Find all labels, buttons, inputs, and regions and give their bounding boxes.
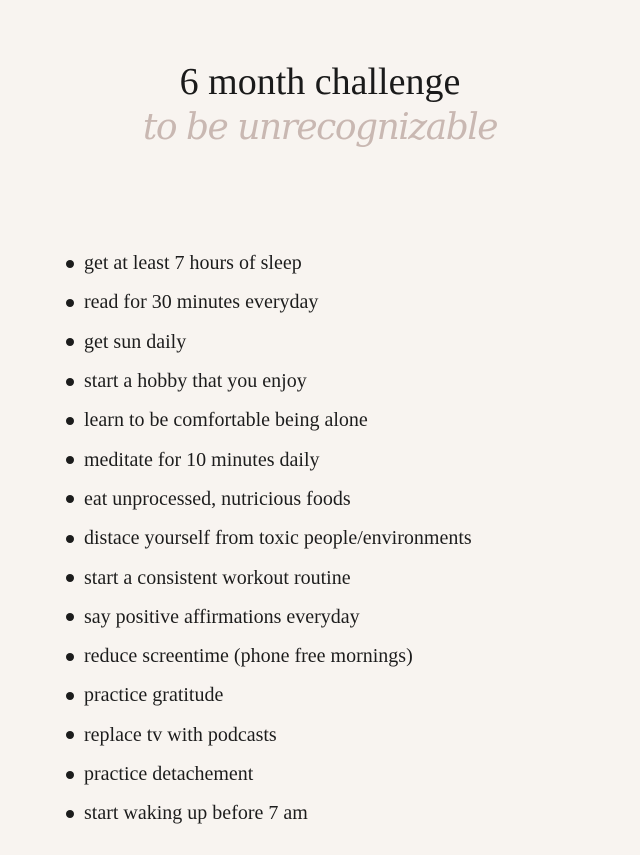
bullet-icon [66, 613, 74, 621]
list-item-text: practice detachement [84, 763, 254, 785]
list-item [66, 558, 472, 597]
list-item-text: replace tv with podcasts [84, 723, 277, 746]
list-item [66, 716, 472, 755]
list-item-text: start a consistent workout routine [84, 566, 351, 589]
challenge-list [66, 244, 472, 833]
bullet-icon [66, 574, 74, 582]
list-item-text: distace yourself from toxic people/environments [84, 527, 472, 550]
list-item [66, 637, 472, 676]
bullet-icon [66, 260, 74, 268]
header [0, 60, 640, 150]
list-item [66, 362, 472, 401]
list-item-text: get sun daily [84, 330, 187, 353]
list-item [66, 283, 472, 322]
list-item [66, 598, 472, 637]
list-item [66, 323, 472, 362]
bullet-icon [66, 456, 74, 464]
page-title: 6 month challenge [179, 61, 461, 103]
list-item-text: practice gratitude [84, 684, 224, 707]
bullet-icon [66, 692, 74, 700]
bullet-icon [66, 378, 74, 386]
list-item [66, 794, 472, 833]
bullet-icon [66, 417, 74, 425]
list-item-text: read for 30 minutes everyday [84, 291, 319, 314]
list-item-text: say positive affirmations everyday [84, 605, 360, 628]
watermark [468, 727, 628, 741]
list-item-text: eat unprocessed, nutricious foods [84, 487, 351, 510]
list-item-text: learn to be comfortable being alone [84, 409, 368, 432]
list-item-text: start waking up before 7 am [84, 802, 308, 825]
page-subtitle: to be unrecognizable [142, 107, 498, 148]
bullet-icon [66, 299, 74, 307]
bullet-icon [66, 810, 74, 818]
bullet-icon [66, 495, 74, 503]
list-item [66, 676, 472, 715]
list-item-text: start a hobby that you enjoy [84, 370, 307, 393]
list-item [66, 519, 472, 558]
list-item-text: meditate for 10 minutes daily [84, 448, 320, 471]
bullet-icon [66, 653, 74, 661]
list-item [66, 401, 472, 440]
bullet-icon [66, 731, 74, 739]
list-item [66, 244, 472, 283]
list-item [66, 440, 472, 479]
bullet-icon [66, 771, 74, 779]
list-item [66, 755, 472, 794]
list-item [66, 480, 472, 519]
list-item-text: get at least 7 hours of sleep [84, 252, 302, 275]
bullet-icon [66, 338, 74, 346]
list-item-text: reduce screentime (phone free mornings) [84, 645, 413, 668]
bullet-icon [66, 535, 74, 543]
